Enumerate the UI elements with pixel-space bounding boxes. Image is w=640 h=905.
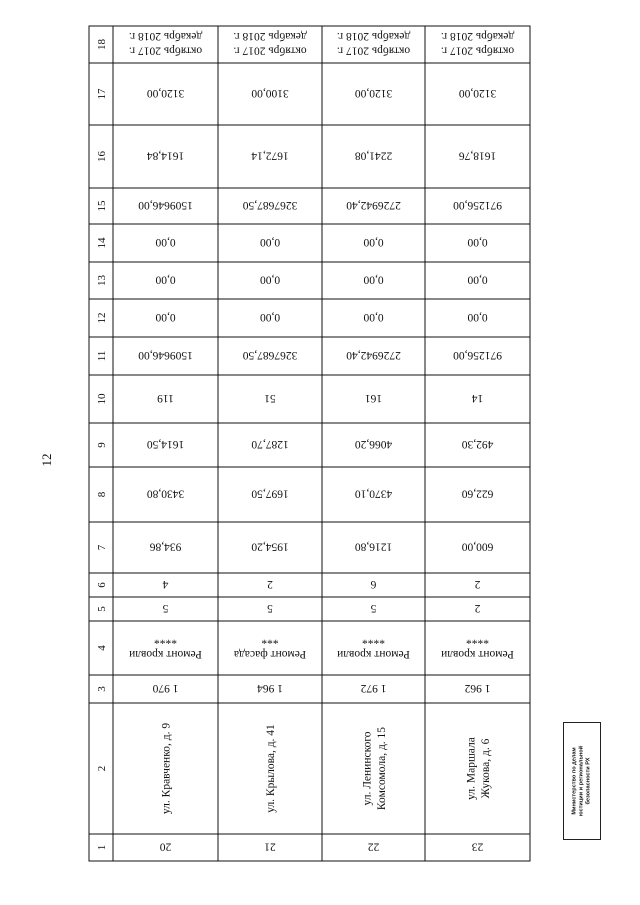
table-cell: 2: [474, 601, 481, 614]
column-number: 2: [95, 765, 108, 772]
table-cell: 3267687,50: [242, 348, 298, 361]
stamp-line: юстиции и региональной: [578, 745, 585, 817]
address-cell: ул. Кравченко, д. 9: [160, 722, 173, 815]
table-cell: 1614,84: [146, 149, 185, 162]
address-cell: ул. Маршала Жукова, д. 6: [465, 737, 492, 800]
table-cell: 1509646,00: [138, 198, 193, 211]
table-cell: 51: [264, 391, 276, 404]
column-number: 3: [95, 686, 108, 692]
stamp-text: [572, 725, 593, 837]
table-cell: 3430,80: [146, 487, 185, 500]
table-cell: октябрь 2017 г.декабрь 2018 г.: [128, 30, 203, 57]
column-number: 10: [95, 393, 108, 405]
table-cell: 0,00: [259, 310, 281, 323]
table-cell: 1287,70: [251, 437, 289, 450]
column-number: 8: [95, 491, 108, 498]
column-number: 1: [95, 844, 108, 851]
table-cell: 600,00: [461, 540, 494, 553]
column-number: 17: [95, 88, 108, 100]
table-cell: октябрь 2017 г.декабрь 2018 г.: [440, 30, 515, 57]
column-number: 9: [95, 442, 108, 448]
stamp-line: безопасности РХ: [585, 757, 592, 805]
table-cell: 5: [370, 601, 377, 614]
column-number: 12: [95, 312, 108, 324]
table-cell: 6: [370, 577, 377, 590]
table-cell: 971256,00: [453, 198, 502, 211]
page-number: 12: [39, 453, 54, 467]
table-cell: 3100,00: [251, 86, 289, 99]
column-number: 18: [95, 39, 108, 50]
table-cell: 2: [474, 577, 481, 590]
table-cell: 5: [267, 601, 273, 614]
table-cell: 492,30: [461, 437, 494, 450]
address-cell: ул. Крылова, д. 41: [265, 724, 278, 813]
address-cell: ул. Ленинского Комсомола, д. 15: [361, 726, 388, 811]
table-cell: 3267687,50: [242, 198, 298, 211]
table-cell: 2726942,40: [346, 348, 401, 361]
table-cell: октябрь 2017 г.декабрь 2018 г.: [233, 30, 307, 57]
table-cell: 21: [264, 840, 276, 853]
table-cell: 1509646,00: [138, 348, 193, 361]
table-cell: 1 964: [257, 681, 283, 694]
table-cell: 23: [471, 840, 484, 853]
table-cell: 622,60: [461, 487, 494, 500]
ministry-stamp: [563, 722, 601, 840]
stamp-line: Министерство по делам: [571, 747, 578, 815]
table-cell: 1 962: [464, 681, 491, 694]
table-cell: 3120,00: [458, 86, 497, 99]
table-cell: 1 970: [152, 681, 179, 694]
column-number: 7: [95, 544, 108, 551]
table-cell: 161: [364, 391, 383, 404]
column-number: 6: [95, 582, 108, 588]
table-cell: 4370,10: [354, 487, 393, 500]
table-cell: 0,00: [363, 273, 384, 286]
table-cell: 4066,20: [354, 437, 393, 450]
column-number: 16: [95, 151, 108, 162]
table-cell: 1697,50: [251, 487, 289, 500]
table-cell: 0,00: [467, 273, 488, 286]
table-cell: 0,00: [467, 310, 488, 323]
table-cell: 0,00: [363, 310, 384, 323]
column-number: 11: [95, 350, 108, 362]
table-cell: 0,00: [155, 310, 176, 323]
column-number: 13: [95, 275, 108, 286]
table-cell: Ремонт кровли****: [129, 633, 202, 661]
table-cell: октябрь 2017 г.декабрь 2018 г.: [336, 30, 411, 57]
table-cell: 0,00: [155, 235, 176, 248]
table-cell: 1954,20: [251, 540, 289, 553]
table-cell: 2241,08: [354, 149, 393, 162]
table-cell: 4: [162, 577, 169, 590]
table-cell: 0,00: [259, 235, 281, 248]
table-cell: 934,86: [149, 540, 182, 553]
table-cell: 971256,00: [453, 348, 502, 361]
table-cell: 3120,00: [146, 86, 185, 99]
table-cell: 1618,76: [458, 149, 497, 162]
table-cell: 2726942,40: [346, 198, 401, 211]
column-number: 5: [95, 606, 108, 612]
table-cell: 1 972: [360, 681, 387, 694]
table-cell: 0,00: [259, 273, 281, 286]
table-cell: Ремонт кровли****: [337, 633, 410, 661]
column-number: 4: [95, 645, 108, 651]
table-cell: 0,00: [467, 235, 488, 248]
table-cell: 0,00: [363, 235, 384, 248]
table-cell: 22: [367, 840, 380, 853]
table-cell: Ремонт фасада***: [233, 633, 307, 661]
table-cell: 20: [159, 840, 172, 853]
table-cell: 1216,80: [354, 540, 393, 553]
table-cell: 5: [162, 601, 169, 614]
table-cell: 119: [157, 391, 174, 404]
table-cell: Ремонт кровли****: [441, 633, 514, 661]
column-number: 15: [95, 200, 108, 212]
table-cell: 1672,14: [251, 149, 289, 162]
table-cell: 1614,50: [146, 437, 185, 450]
table-cell: 0,00: [155, 273, 176, 286]
table-cell: 3120,00: [354, 86, 393, 99]
table-cell: 2: [267, 577, 273, 590]
column-number: 14: [95, 237, 108, 249]
table-cell: 14: [471, 391, 484, 404]
